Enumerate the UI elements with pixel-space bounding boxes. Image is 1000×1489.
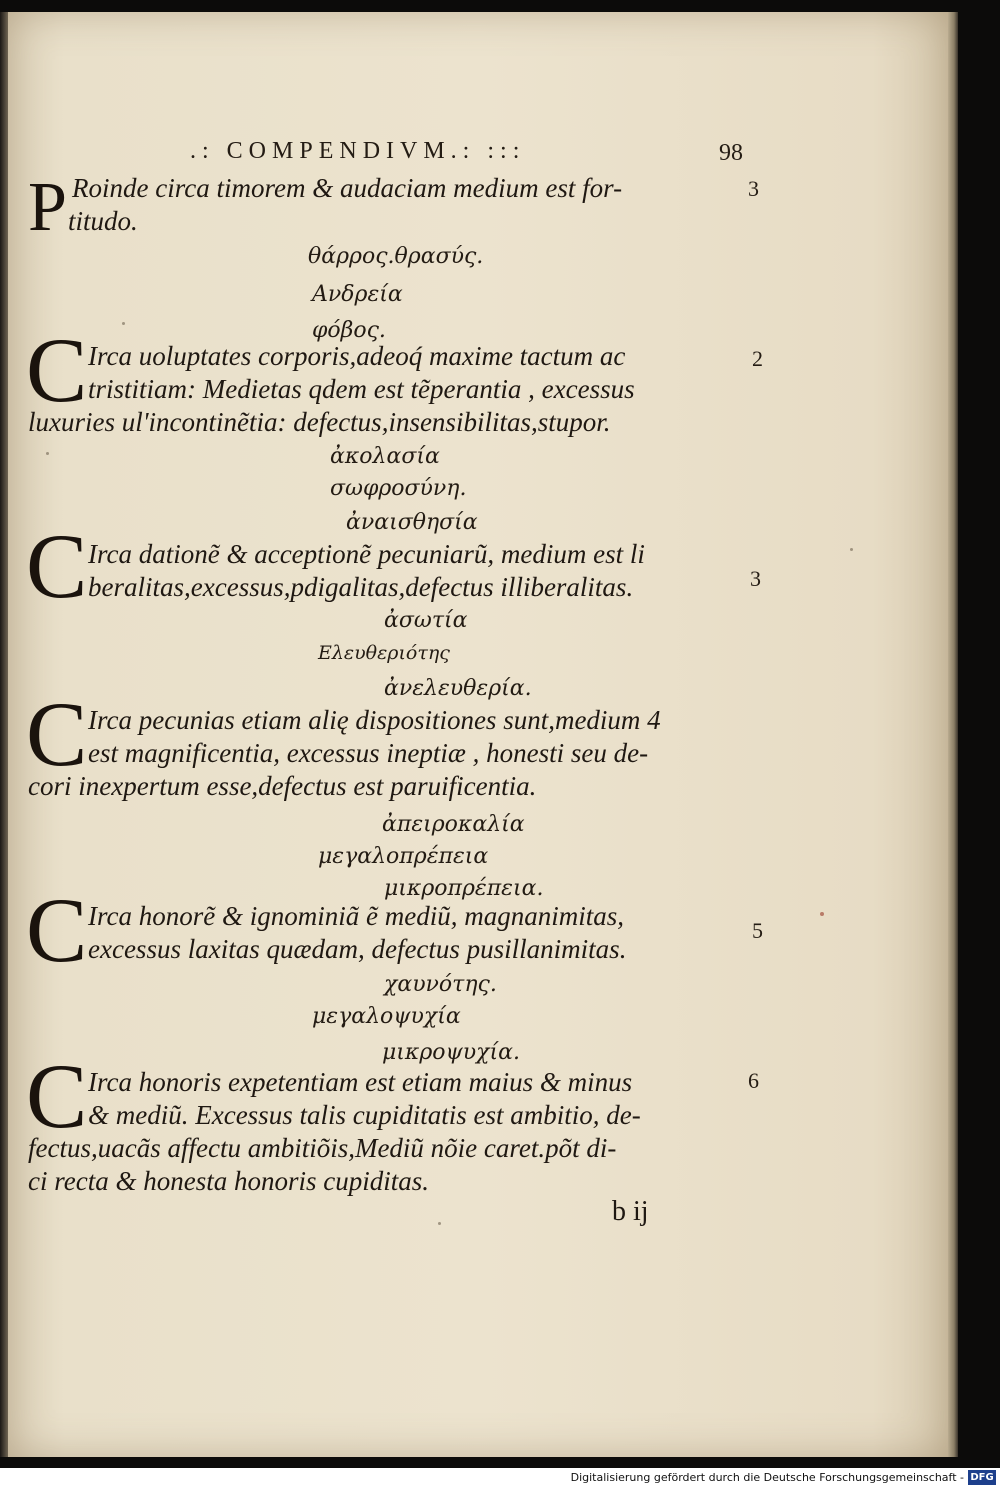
paragraph xyxy=(28,900,738,966)
dfg-logo: DFG xyxy=(968,1470,996,1485)
text-line: tristitiam: Medietas qdem est tẽperantia , excessus xyxy=(88,374,635,404)
text-line: luxuries ul'incontinẽtia: defectus,insensibilitas,stupor. xyxy=(28,407,611,437)
paper-speck xyxy=(122,322,125,325)
marginal-number: 2 xyxy=(752,346,763,371)
greek-term: ἀναισθησία xyxy=(346,510,478,535)
page-gutter-shadow xyxy=(0,12,8,1457)
marginal-number: 6 xyxy=(748,1068,759,1093)
text-line: & mediũ. Excessus talis cupiditatis est ambitio, de- xyxy=(88,1100,641,1130)
text-line: beralitas,excessus,pdigalitas,defectus illiberalitas. xyxy=(88,572,634,602)
greek-term: ἀνελευθερία. xyxy=(384,676,532,701)
greek-term: ἀκολασία xyxy=(330,444,440,469)
greek-term: ἀσωτία xyxy=(384,608,468,633)
paragraph xyxy=(28,340,738,439)
marginal-number: 3 xyxy=(750,566,761,591)
text-line: Irca pecunias etiam alię dispositiones sunt,medium 4 xyxy=(88,705,661,735)
paper-speck xyxy=(46,452,49,455)
greek-term: Ελευθεριότης xyxy=(318,642,450,664)
greek-term: φόβος. xyxy=(312,318,386,343)
text-line: est magnificentia, excessus ineptiæ , honesti seu de- xyxy=(88,738,649,768)
greek-term: μεγαλοπρέπεια xyxy=(318,844,489,869)
drop-capital: C xyxy=(26,319,88,421)
paragraph xyxy=(28,1066,738,1198)
text-line: fectus,uacãs affectu ambitiõis,Mediũ nõie caret.põt di- xyxy=(28,1133,617,1163)
greek-term: χαυνότης. xyxy=(384,972,497,997)
greek-term: θάρρος.θρασύς. xyxy=(308,244,484,269)
paper-speck xyxy=(850,548,853,551)
greek-term: μικροπρέπεια. xyxy=(384,876,544,901)
text-line: Irca honoris expetentiam est etiam maius & minus xyxy=(88,1067,633,1097)
greek-term: ἀπειροκαλία xyxy=(382,812,525,837)
drop-capital: P xyxy=(28,169,67,246)
greek-term: Ανδρεία xyxy=(312,282,403,307)
greek-term: σωφροσύνη. xyxy=(330,476,467,501)
paper-speck xyxy=(438,1222,441,1225)
drop-capital: C xyxy=(26,515,88,617)
text-line: Roinde circa timorem & audaciam medium est for- xyxy=(72,173,623,203)
paragraph xyxy=(28,538,738,604)
drop-capital: C xyxy=(26,683,88,785)
marginal-number: 5 xyxy=(752,918,763,943)
page-edge xyxy=(948,12,958,1457)
text-line: Irca uoluptates corporis,adeoq́ maxime tactum ac xyxy=(88,341,626,371)
text-line: Irca honorẽ & ignominiã ẽ mediũ, magnanimitas, xyxy=(88,901,624,931)
text-line: Irca dationẽ & acceptionẽ pecuniarũ, medium est li xyxy=(88,539,645,569)
drop-capital: C xyxy=(26,1045,88,1147)
digitization-credit: Digitalisierung gefördert durch die Deutsche Forschungsgemeinschaft - xyxy=(570,1471,964,1484)
page-number: 98 xyxy=(719,140,743,166)
running-head: .: COMPENDIVM.: ::: xyxy=(190,138,526,164)
text-line: excessus laxitas quædam, defectus pusillanimitas. xyxy=(88,934,627,964)
paper-speck xyxy=(820,912,824,916)
text-line: cori inexpertum esse,defectus est paruificentia. xyxy=(28,771,537,801)
paragraph xyxy=(28,704,738,803)
text-line: titudo. xyxy=(68,206,138,236)
drop-capital: C xyxy=(26,879,88,981)
signature-mark: b ij xyxy=(612,1196,649,1227)
greek-term: μεγαλοψυχία xyxy=(312,1004,461,1029)
greek-term: μικροψυχία. xyxy=(382,1040,520,1065)
text-line: ci recta & honesta honoris cupiditas. xyxy=(28,1166,429,1196)
paragraph xyxy=(68,172,782,238)
marginal-number: 3 xyxy=(748,176,759,201)
